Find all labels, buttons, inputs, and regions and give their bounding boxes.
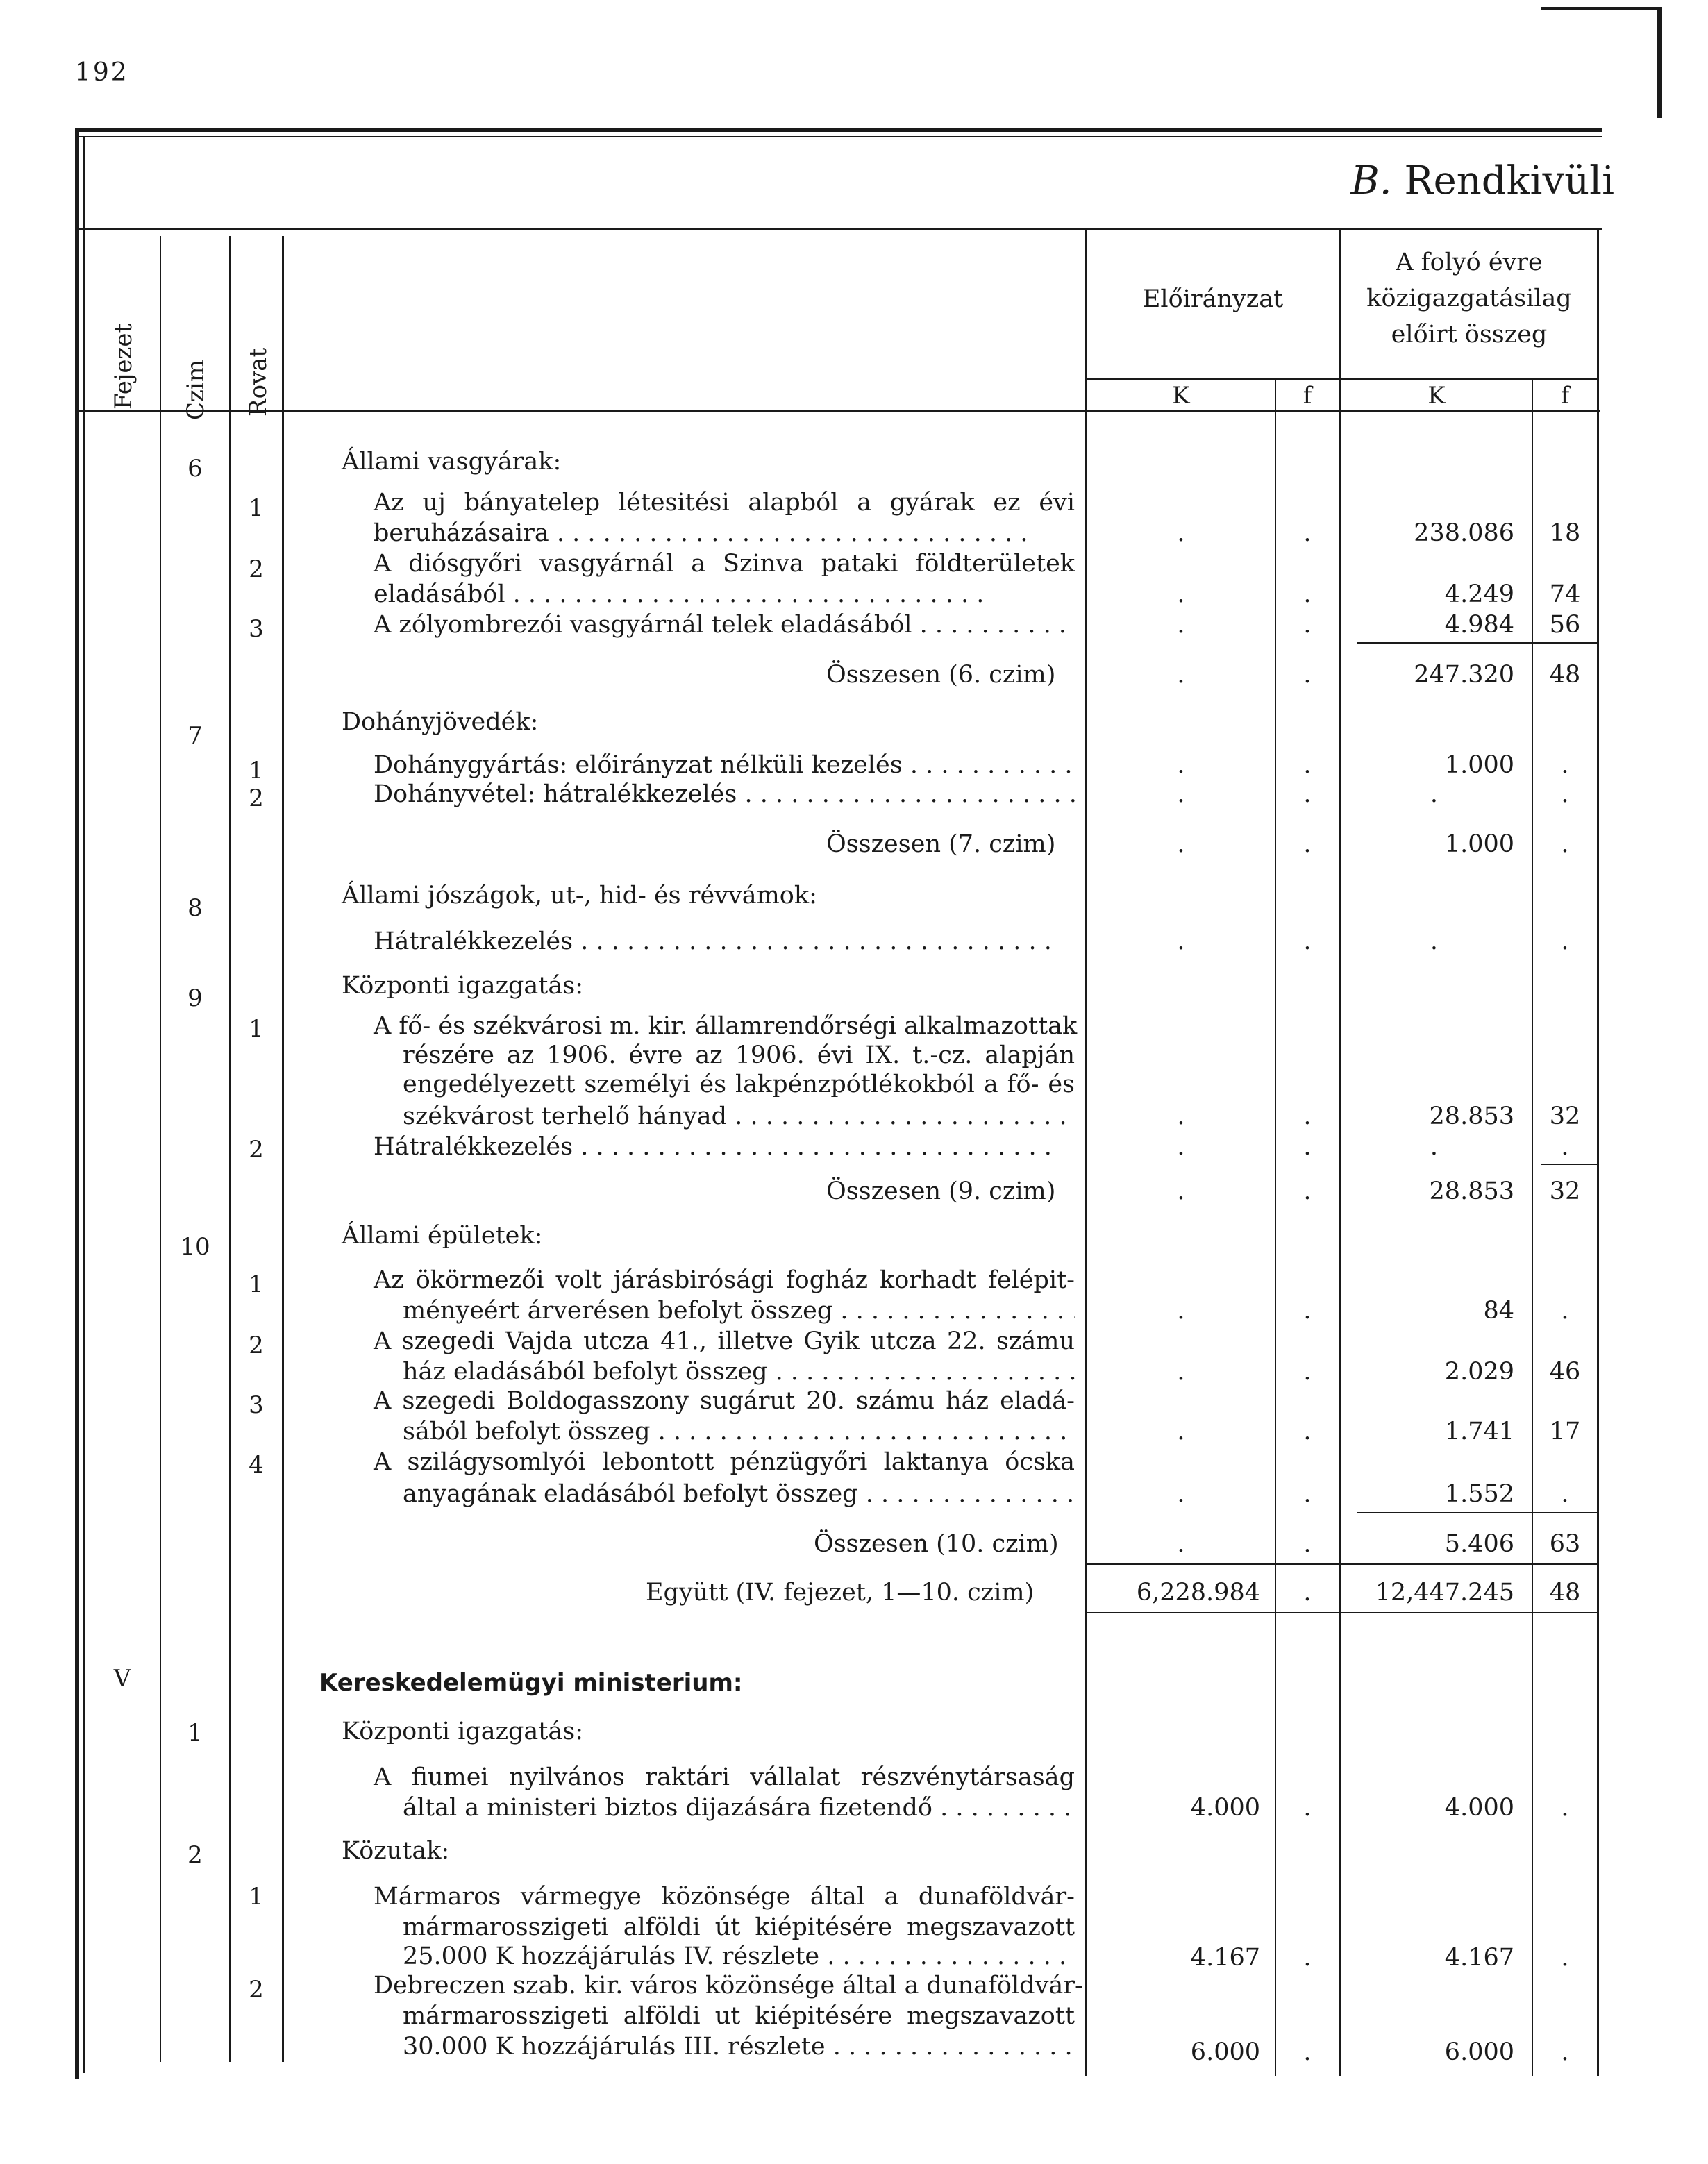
czim-number: 8 [187, 894, 203, 922]
header-folyo-1: A folyó évre [1396, 249, 1543, 276]
value-k1: . [1177, 830, 1185, 858]
leader-dots [768, 1358, 1075, 1386]
header-bottom-rule [75, 410, 1600, 412]
rovat-number: 1 [249, 757, 264, 785]
value-k1: 4.000 [1190, 1794, 1260, 1822]
item-line-dotted [374, 1133, 1075, 1161]
subtotal-label: Összesen (10. czim) [814, 1530, 1059, 1558]
rovat-number: 4 [249, 1451, 264, 1479]
rule-rovat-text [282, 236, 284, 2062]
value-f1: . [1303, 1944, 1312, 1972]
leader-dots [573, 928, 1052, 955]
leader-dots [932, 1794, 1075, 1822]
subtotal-rule [1357, 642, 1597, 644]
value-k1: . [1177, 519, 1185, 547]
value-f1: . [1303, 1297, 1312, 1325]
top-rule-thin [75, 136, 1602, 137]
value-k2: 1.000 [1444, 751, 1514, 779]
item-line-dotted [403, 1794, 1075, 1822]
total-rule-bottom [1085, 1612, 1598, 1613]
item-line: Debreczen szab. kir. város közönsége által a dunaföldvár- [374, 1972, 1083, 1999]
value-f2: . [1561, 780, 1569, 808]
value-k1: . [1177, 661, 1185, 689]
czim-number: 6 [187, 455, 203, 483]
subtotal-rule [1357, 1512, 1597, 1513]
header-fejezet: Fejezet [110, 323, 137, 410]
value-k1: . [1177, 1133, 1185, 1161]
czim-title: Dohányjövedék: [342, 708, 539, 736]
czim-title: Központi igazgatás: [342, 1718, 583, 1745]
item-text: eladásából [374, 580, 505, 608]
value-f2: . [1561, 1944, 1569, 1972]
fejezet-title: Kereskedelemügyi ministerium: [319, 1669, 743, 1697]
value-k2: 84 [1483, 1297, 1514, 1325]
value-f2: 18 [1549, 519, 1581, 547]
unit-k2: K [1427, 382, 1446, 410]
value-k1: . [1177, 1358, 1185, 1386]
section-letter: B. [1350, 158, 1392, 203]
czim-title: Közutak: [342, 1837, 450, 1865]
left-border [75, 128, 79, 2079]
item-line-dotted [403, 2033, 1075, 2061]
section-title [1351, 158, 1614, 203]
value-k1: . [1177, 1297, 1185, 1325]
czim-number: 10 [180, 1233, 210, 1261]
item-line: A szegedi Vajda utcza 41., illetve Gyik utcza 22. számu [374, 1327, 1075, 1355]
item-line-dotted [403, 1358, 1075, 1386]
item-line-dotted [374, 611, 1075, 639]
value-k2: 1.552 [1444, 1480, 1514, 1508]
header-folyo-2: közigazgatásilag [1366, 285, 1572, 312]
leader-dots [903, 751, 1075, 779]
value-f2: 46 [1549, 1358, 1581, 1386]
value-k2: 2.029 [1444, 1358, 1514, 1386]
value-k2: 1.741 [1444, 1418, 1514, 1445]
rovat-number: 1 [249, 494, 264, 522]
value-f1: . [1303, 1794, 1312, 1822]
leader-dots [650, 1418, 1075, 1445]
item-line: A szegedi Boldogasszony sugárut 20. számu ház eladá- [374, 1387, 1075, 1415]
leader-dots [826, 2033, 1075, 2061]
item-line-dotted [403, 1418, 1075, 1445]
leader-dots [573, 1133, 1052, 1161]
leader-dots [912, 611, 1075, 639]
total-label: Együtt (IV. fejezet, 1—10. czim) [646, 1579, 1035, 1607]
value-k2: 1.000 [1444, 830, 1514, 858]
subtotal-label: Összesen (7. czim) [826, 830, 1056, 858]
value-f1: . [1303, 661, 1312, 689]
value-f2: 32 [1549, 1177, 1581, 1205]
value-f1: . [1303, 780, 1312, 808]
item-line: mármarosszigeti alföldi út kiépitésére megszavazott [403, 1913, 1075, 1941]
subtotal-rule [1541, 1164, 1597, 1165]
value-k2: 4.000 [1444, 1794, 1514, 1822]
item-line: A diósgyőri vasgyárnál a Szinva pataki földterületek [374, 550, 1075, 578]
header-folyo-3: előirt összeg [1391, 321, 1548, 349]
value-f2: 32 [1549, 1102, 1581, 1130]
czim-title: Állami vasgyárak: [342, 448, 562, 476]
item-line-dotted [374, 780, 1075, 808]
rovat-number: 3 [249, 615, 264, 643]
page-number: 192 [75, 58, 129, 87]
value-f1: . [1303, 2038, 1312, 2066]
item-text: székvárost terhelő hányad [403, 1102, 728, 1130]
item-text: Hátralékkezelés [374, 1133, 573, 1161]
value-k2: 4.249 [1444, 580, 1514, 608]
value-k2: 28.853 [1429, 1177, 1514, 1205]
item-line-dotted [403, 1943, 1075, 1970]
item-text: ház eladásából befolyt összeg [403, 1358, 768, 1386]
rovat-number: 1 [249, 1883, 264, 1911]
item-text: által a ministeri biztos dijazására fizetendő [403, 1794, 932, 1822]
value-f1: . [1303, 611, 1312, 639]
item-line-dotted [403, 1480, 1075, 1508]
corner-mark-top [1541, 7, 1662, 10]
value-k1: . [1177, 1177, 1185, 1205]
subtotal-label: Összesen (9. czim) [826, 1177, 1056, 1205]
item-text: Hátralékkezelés [374, 928, 573, 955]
value-k1: . [1177, 1102, 1185, 1130]
value-k2: 238.086 [1414, 519, 1514, 547]
czim-number: 7 [187, 722, 203, 750]
unit-k1: K [1172, 382, 1190, 410]
item-line-dotted [374, 928, 1075, 955]
item-line: engedélyezett személyi és lakpénzpótlékokból a fő- és [403, 1071, 1075, 1098]
total-f2: 48 [1549, 1579, 1581, 1607]
leader-dots [727, 1102, 1075, 1130]
value-f2: 56 [1549, 611, 1581, 639]
value-f2: . [1561, 751, 1569, 779]
czim-number: 9 [187, 984, 203, 1012]
value-k1: . [1177, 1418, 1185, 1445]
value-f2: 74 [1549, 580, 1581, 608]
item-text: A zólyombrezói vasgyárnál telek eladásából [374, 611, 912, 639]
value-k2: 4.167 [1444, 1944, 1514, 1972]
czim-title: Állami jószágok, ut-, hid- és révvámok: [342, 882, 817, 909]
item-line-dotted [374, 580, 1075, 608]
item-line: Mármaros vármegye közönsége által a dunaföldvár- [374, 1883, 1075, 1911]
rovat-number: 2 [249, 785, 264, 812]
item-text: ményeért árverésen befolyt összeg [403, 1297, 833, 1325]
value-f1: . [1303, 519, 1312, 547]
value-f1: . [1303, 1418, 1312, 1445]
item-text: Dohánygyártás: előirányzat nélküli kezelés [374, 751, 903, 779]
item-line: A szilágysomlyói lebontott pénzügyőri laktanya ócska [374, 1448, 1075, 1476]
unit-f1: f [1303, 382, 1312, 410]
value-f1: . [1303, 1177, 1312, 1205]
item-line: részére az 1906. évre az 1906. évi IX. t.-cz. alapján [403, 1041, 1075, 1069]
rovat-number: 3 [249, 1391, 264, 1419]
leader-dots [832, 1297, 1075, 1325]
leader-dots [858, 1480, 1075, 1508]
header-eloiranyzat: Előirányzat [1142, 285, 1284, 313]
item-text: Dohányvétel: hátralékkezelés [374, 780, 737, 808]
value-k2: . [1430, 1133, 1438, 1161]
value-k1: . [1177, 1530, 1185, 1558]
value-k2: . [1430, 928, 1438, 955]
value-f1: . [1303, 1102, 1312, 1130]
value-k2: . [1430, 780, 1438, 808]
value-k1: 4.167 [1190, 1944, 1260, 1972]
rovat-number: 2 [249, 1136, 264, 1164]
value-k1: . [1177, 928, 1185, 955]
value-k1: . [1177, 1480, 1185, 1508]
fejezet-number: V [113, 1665, 131, 1693]
rovat-number: 1 [249, 1270, 264, 1298]
left-border-inner [83, 136, 85, 2073]
czim-title: Központi igazgatás: [342, 972, 583, 1000]
rule-fejezet-czim [160, 236, 161, 2062]
value-f1: . [1303, 1133, 1312, 1161]
item-line: A fő- és székvárosi m. kir. államrendőrségi alkalmazottak [374, 1012, 1078, 1040]
value-f1: . [1303, 580, 1312, 608]
value-f1: . [1303, 830, 1312, 858]
value-k1: . [1177, 780, 1185, 808]
leader-dots [819, 1943, 1075, 1970]
rovat-number: 2 [249, 555, 264, 583]
value-f2: . [1561, 928, 1569, 955]
value-f2: 48 [1549, 661, 1581, 689]
item-text: beruházásaira [374, 519, 549, 547]
header-sub-rule [1085, 378, 1598, 380]
value-f1: . [1303, 1530, 1312, 1558]
value-k2: 247.320 [1414, 661, 1514, 689]
value-f2: . [1561, 1297, 1569, 1325]
rovat-number: 2 [249, 1976, 264, 2004]
top-rule-thick [75, 128, 1602, 132]
value-f1: . [1303, 1358, 1312, 1386]
rule-right [1597, 229, 1599, 2076]
item-text: 25.000 K hozzájárulás IV. részlete [403, 1943, 820, 1970]
total-rule-top [1085, 1563, 1598, 1565]
value-k1: . [1177, 580, 1185, 608]
leader-dots [737, 780, 1075, 808]
czim-number: 1 [187, 1719, 203, 1747]
leader-dots [549, 519, 1028, 547]
unit-f2: f [1560, 382, 1570, 410]
czim-title: Állami épületek: [342, 1222, 543, 1250]
value-k1: . [1177, 611, 1185, 639]
value-k2: 6.000 [1444, 2038, 1514, 2066]
item-line-dotted [403, 1102, 1075, 1130]
item-text: anyagának eladásából befolyt összeg [403, 1480, 858, 1508]
header-czim: Czim [182, 359, 210, 420]
value-f2: . [1561, 2038, 1569, 2066]
item-line-dotted [403, 1297, 1075, 1325]
item-line: Az uj bányatelep létesitési alapból a gyárak ez évi [374, 489, 1075, 517]
header-rovat: Rovat [244, 347, 272, 417]
header-top-rule [75, 228, 1602, 230]
total-k2: 12,447.245 [1375, 1579, 1514, 1607]
total-f1: . [1303, 1579, 1312, 1607]
item-text: sából befolyt összeg [403, 1418, 651, 1445]
item-line: A fiumei nyilvános raktári vállalat részvénytársaság [374, 1763, 1075, 1791]
subtotal-label: Összesen (6. czim) [826, 661, 1056, 689]
value-f2: . [1561, 830, 1569, 858]
value-f1: . [1303, 751, 1312, 779]
item-line: Az ökörmezői volt járásbirósági fogház korhadt felépit- [374, 1266, 1075, 1294]
item-line-dotted [374, 751, 1075, 779]
value-k1: 6.000 [1190, 2038, 1260, 2066]
value-f2: . [1561, 1133, 1569, 1161]
total-k1: 6,228.984 [1136, 1579, 1260, 1607]
corner-mark [1657, 7, 1662, 118]
value-f2: 17 [1549, 1418, 1581, 1445]
item-line: mármarosszigeti alföldi ut kiépitésére megszavazott [403, 2002, 1075, 2030]
value-f2: . [1561, 1794, 1569, 1822]
rovat-number: 1 [249, 1015, 264, 1043]
value-f2: . [1561, 1480, 1569, 1508]
section-word: Rendkivüli [1404, 158, 1614, 203]
value-k1: . [1177, 751, 1185, 779]
value-f1: . [1303, 928, 1312, 955]
value-k2: 5.406 [1444, 1530, 1514, 1558]
value-f2: 63 [1549, 1530, 1581, 1558]
value-k2: 28.853 [1429, 1102, 1514, 1130]
czim-number: 2 [187, 1841, 203, 1869]
item-text: 30.000 K hozzájárulás III. részlete [403, 2033, 826, 2061]
rovat-number: 2 [249, 1332, 264, 1359]
leader-dots [505, 580, 985, 608]
value-f1: . [1303, 1480, 1312, 1508]
value-k2: 4.984 [1444, 611, 1514, 639]
item-line-dotted [374, 519, 1075, 547]
